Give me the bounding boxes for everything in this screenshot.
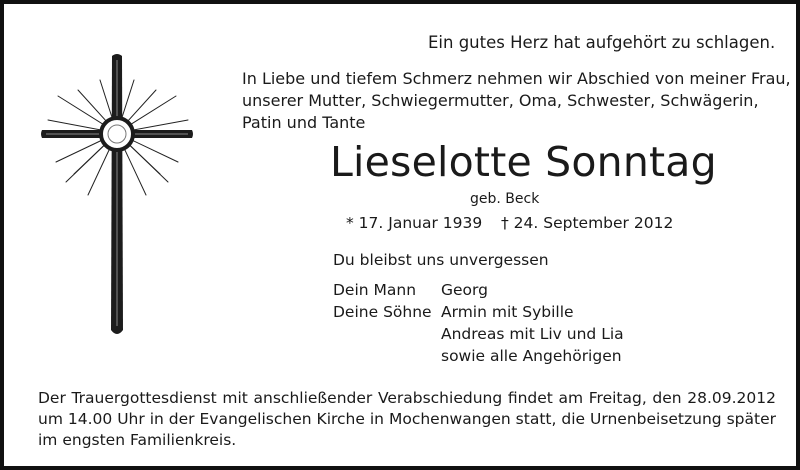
service-notice: Der Trauergottesdienst mit anschließender Verabschiedung findet am Freitag, den 28.09.2012 um 14.00 Uhr in der Evangelischen Kirche in Mochenwangen statt, die Urnenbeisetzung später im engsten Familienkreis. <box>38 389 776 449</box>
death-date: † 24. September 2012 <box>501 214 674 232</box>
intro-line: unserer Mutter, Schwiegermutter, Oma, Schwester, Schwägerin, <box>242 91 759 110</box>
mourner-relation: Deine Söhne <box>333 303 432 321</box>
cross-icon <box>38 50 196 340</box>
birth-name: geb. Beck <box>470 191 540 207</box>
mourner-names: Georg <box>441 281 488 299</box>
mourner-names: sowie alle Angehörigen <box>441 347 622 365</box>
intro-line: Patin und Tante <box>242 113 366 132</box>
mourner-names: Armin mit Sybille <box>441 303 574 321</box>
birth-date: * 17. Januar 1939 <box>346 214 483 232</box>
deceased-name: Lieselotte Sonntag <box>330 138 717 186</box>
intro-line: In Liebe und tiefem Schmerz nehmen wir Abschied von meiner Frau, <box>242 69 791 88</box>
mourner-relation: Dein Mann <box>333 281 417 299</box>
mourner-names: Andreas mit Liv und Lia <box>441 325 624 343</box>
farewell-line: Du bleibst uns unvergessen <box>333 251 549 269</box>
motto: Ein gutes Herz hat aufgehört zu schlagen. <box>428 33 776 52</box>
